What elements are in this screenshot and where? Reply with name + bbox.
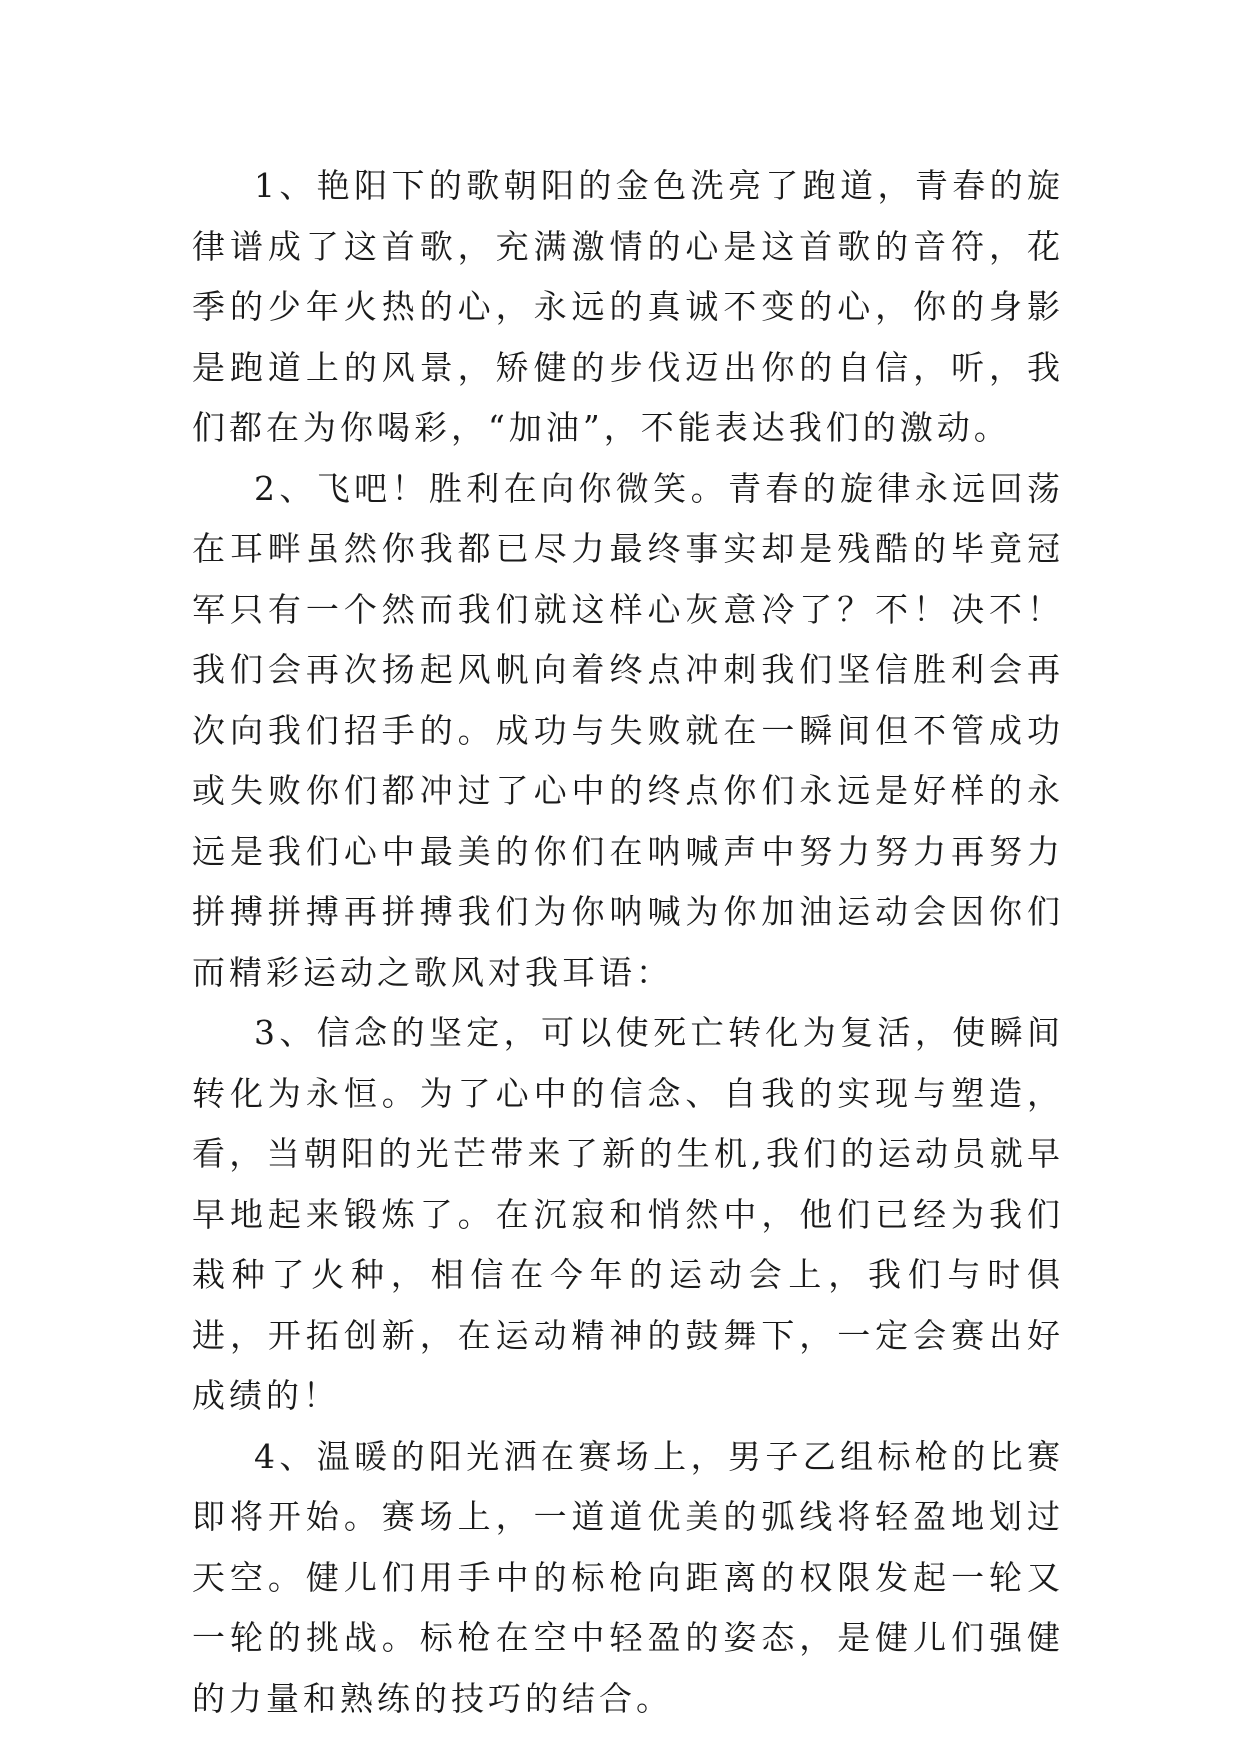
paragraph-4: 4、温暖的阳光洒在赛场上，男子乙组标枪的比赛即将开始。赛场上，一道道优美的弧线将轻盈地划过天空。健儿们用手中的标枪向距离的权限发起一轮又一轮的挑战。标枪在空中轻盈的姿态，是健儿们强健的力量和熟练的技巧的结合。: [192, 1436, 1064, 1718]
document-body: [192, 156, 1064, 1729]
paragraph-1: 1、艳阳下的歌朝阳的金色洗亮了跑道，青春的旋律谱成了这首歌，充满激情的心是这首歌的音符，花季的少年火热的心，永远的真诚不变的心，你的身影是跑道上的风景，矫健的步伐迈出你的自信，听，我们都在为你喝彩，“加油”，不能表达我们的激动。: [192, 166, 1064, 447]
paragraph-2: 2、飞吧！胜利在向你微笑。青春的旋律永远回荡在耳畔虽然你我都已尽力最终事实却是残酷的毕竟冠军只有一个然而我们就这样心灰意冷了？不！决不！我们会再次扬起风帆向着终点冲刺我们坚信胜利会再次向我们招手的。成功与失败就在一瞬间但不管成功或失败你们都冲过了心中的终点你们永远是好样的永远是我们心中最美的你们在呐喊声中努力努力再努力拼搏拼搏再拼搏我们为你呐喊为你加油运动会因你们而精彩运动之歌风对我耳语：: [192, 468, 1064, 992]
paragraph-3: 3、信念的坚定，可以使死亡转化为复活，使瞬间转化为永恒。为了心中的信念、自我的实现与塑造，看，当朝阳的光芒带来了新的生机,我们的运动员就早早地起来锻炼了。在沉寂和悄然中，他们已经为我们栽种了火种，相信在今年的运动会上，我们与时俱进，开拓创新，在运动精神的鼓舞下，一定会赛出好成绩的！: [192, 1013, 1064, 1415]
